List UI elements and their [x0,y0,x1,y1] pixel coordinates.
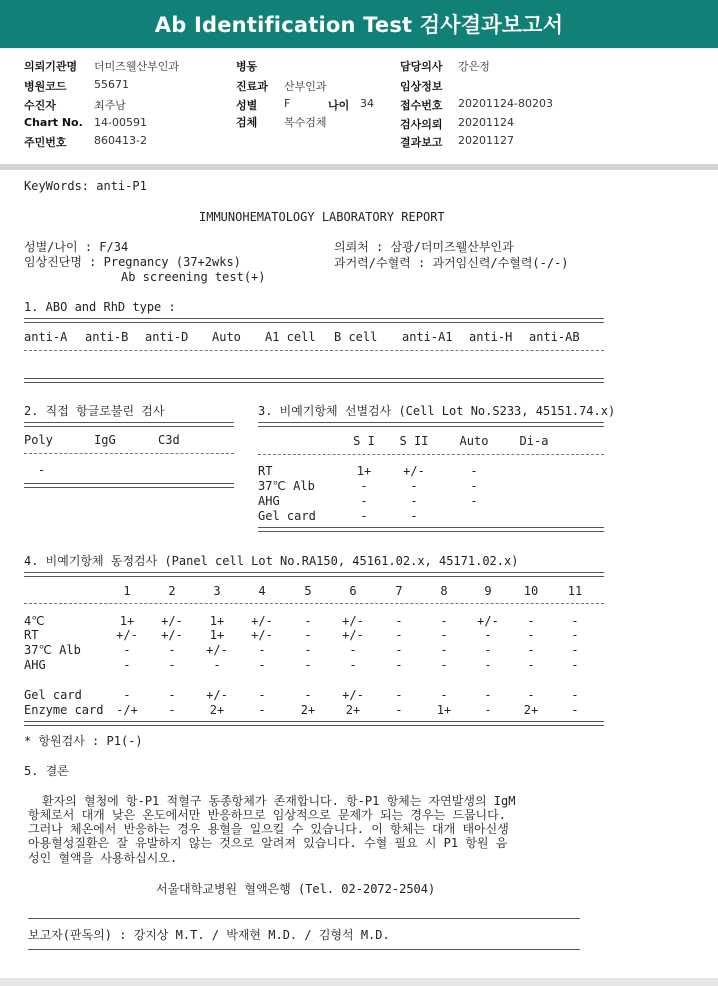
panel-cell-number: 6 [349,584,357,598]
screening-row-label: AHG [258,494,280,508]
panel-result-cell: +/- [251,628,273,642]
divider [24,378,604,383]
panel-cell-number: 1 [123,584,131,598]
panel-result-cell: 2+ [345,703,361,717]
panel-result-cell: - [440,628,448,642]
panel-result-cell: +/- [342,628,364,642]
panel-result-cell: - [571,643,579,657]
panel-result-cell: - [527,628,535,642]
sex-label: 성별 [236,99,258,112]
screening-result-cell: +/- [403,464,425,478]
abo-col: Auto [212,330,241,344]
panel-result-cell: 1+ [119,614,135,628]
doctor-value: 강은정 [458,60,490,73]
conclusion-line: 아용혈성질환은 잘 유발하지 않는 것으로 알려져 있습니다. 수혈 필요 시 P1 항원 음 [28,836,508,850]
hospital-code-value: 55671 [94,78,129,91]
conclusion-line: 환자의 혈청에 항-P1 적혈구 동종항체가 존재합니다. 항-P1 항체는 자연발생의 IgM [42,794,516,808]
screen-col: S II [399,434,429,448]
panel-result-cell: +/- [161,614,183,628]
panel-result-cell: - [258,643,266,657]
panel-result-cell: - [258,688,266,702]
panel-row-label: Gel card [24,688,82,702]
dat-col-c3d: C3d [158,433,180,447]
section-2-title: 2. 직접 항글로불린 검사 [24,404,165,418]
panel-result-cell: - [123,688,131,702]
panel-result-cell: +/- [206,688,228,702]
screen-col: S I [353,434,375,448]
panel-result-cell: - [571,628,579,642]
panel-result-cell: - [571,688,579,702]
doctor-label: 담당의사 [400,60,443,73]
diagnosis-line-2: Ab screening test(+) [121,270,266,284]
panel-result-cell: - [304,643,312,657]
conclusion-line: 성인 혈액을 사용하십시오. [28,851,178,865]
panel-result-cell: -/+ [116,703,138,717]
panel-result-cell: - [168,688,176,702]
panel-cell-number: 2 [168,584,176,598]
panel-row-label: 4℃ [24,614,45,628]
dat-col-igg: IgG [94,433,116,447]
panel-result-cell: +/- [251,614,273,628]
panel-result-cell: - [123,643,131,657]
panel-result-cell: - [395,658,403,672]
divider [24,572,604,577]
panel-result-cell: 2+ [209,703,225,717]
specimen-value: 복수검체 [284,116,327,129]
panel-result-cell: +/- [342,688,364,702]
panel-result-cell: - [304,688,312,702]
diagnosis-line: 임상진단명 : Pregnancy (37+2wks) [24,255,241,269]
panel-result-cell: - [395,703,403,717]
panel-result-cell: +/- [206,643,228,657]
panel-result-cell: - [168,658,176,672]
screen-col: Auto [459,434,489,448]
panel-result-cell: - [168,643,176,657]
panel-cell-number: 3 [213,584,221,598]
section-1-title: 1. ABO and RhD type : [24,300,176,314]
conclusion-line: 항체로서 대개 낮은 온도에서만 반응하므로 임상적으로 문제가 되는 경우는 드뭅니다. [28,808,506,822]
panel-cell-number: 11 [567,584,583,598]
sex-age-line: 성별/나이 : F/34 [24,240,129,254]
screening-result-cell: - [470,464,478,478]
section-5-title: 5. 결론 [24,764,69,778]
panel-result-cell: 1+ [209,628,225,642]
divider [24,453,234,454]
lab-report-body [0,170,718,978]
report-date-value: 20201127 [458,134,514,147]
screening-result-cell: - [410,494,418,508]
panel-result-cell: 2+ [300,703,316,717]
divider [28,949,580,950]
divider [24,350,604,351]
chart-number-value: 14-00591 [94,116,147,129]
panel-result-cell: - [440,643,448,657]
panel-result-cell: 1+ [436,703,452,717]
dat-col-poly: Poly [24,433,53,447]
divider [258,454,604,455]
divider [28,918,580,919]
receipt-number-label: 접수번호 [400,99,443,112]
department-label: 진료과 [236,80,268,93]
panel-result-cell: - [395,614,403,628]
specimen-label: 검체 [236,116,258,129]
panel-result-cell: - [440,658,448,672]
panel-result-cell: +/- [116,628,138,642]
panel-row-label: Enzyme card [24,703,104,717]
panel-result-cell: +/- [342,614,364,628]
panel-result-cell: - [349,658,357,672]
hospital-label: 의뢰기관명 [24,60,78,73]
divider [258,527,604,532]
panel-result-cell: - [527,658,535,672]
divider [24,721,604,726]
panel-cell-number: 5 [304,584,312,598]
patient-info-header [0,50,718,164]
panel-cell-number: 9 [484,584,492,598]
panel-result-cell: - [395,688,403,702]
panel-result-cell: - [123,658,131,672]
abo-col: anti-AB [529,330,580,344]
screening-result-cell: - [360,509,368,523]
id-number-value: 860413-2 [94,134,147,147]
panel-result-cell: - [440,614,448,628]
panel-result-cell: - [484,688,492,702]
section-3-title: 3. 비예기항체 선별검사 (Cell Lot No.S233, 45151.74.x) [258,404,616,418]
conclusion-line: 그러나 체온에서 반응하는 경우 용혈을 일으킬 수 있습니다. 이 항체는 대개 태아신생 [28,822,509,836]
panel-row-label: 37℃ Alb [24,643,81,657]
divider [24,483,234,488]
clinical-info-label: 임상정보 [400,80,443,93]
panel-result-cell: - [395,643,403,657]
abo-col: A1 cell [265,330,316,344]
request-date-label: 검사의뢰 [400,118,443,131]
hospital-code-label: 병원코드 [24,80,67,93]
panel-result-cell: - [571,614,579,628]
abo-col: anti-A [24,330,68,344]
panel-result-cell: - [349,643,357,657]
id-number-label: 주민번호 [24,136,67,149]
recipient-label: 수진자 [24,99,56,112]
sex-value: F [284,97,291,110]
ward-label: 병동 [236,60,258,73]
panel-result-cell: - [571,658,579,672]
panel-result-cell: - [527,688,535,702]
department-value: 산부인과 [284,80,327,93]
abo-col: anti-A1 [402,330,453,344]
divider [24,422,234,427]
age-label: 나이 [328,99,350,112]
panel-result-cell: - [395,628,403,642]
bottom-edge [0,978,718,986]
keywords: KeyWords: anti-P1 [24,179,147,193]
panel-result-cell: - [168,703,176,717]
screening-result-cell: - [360,479,368,493]
divider [24,318,604,323]
panel-result-cell: - [304,614,312,628]
divider [258,422,604,427]
screening-row-label: 37℃ Alb [258,479,315,493]
abo-col: anti-D [145,330,189,344]
panel-result-cell: - [484,658,492,672]
report-title: Ab Identification Test 검사결과보고서 [0,0,718,48]
panel-cell-number: 10 [523,584,539,598]
receipt-number-value: 20201124-80203 [458,97,553,110]
screen-col: Di-a [519,434,549,448]
section-4-title: 4. 비예기항체 동정검사 (Panel cell Lot No.RA150, 45161.02.x, 45171.02.x) [24,554,519,568]
age-value: 34 [360,97,374,110]
screening-result-cell: - [360,494,368,508]
dat-poly-result: - [38,463,46,477]
panel-result-cell: - [527,614,535,628]
panel-result-cell: +/- [161,628,183,642]
referrer-line: 의뢰처 : 삼광/더미즈웰산부인과 [334,240,514,254]
screening-row-label: RT [258,464,273,478]
panel-result-cell: - [258,703,266,717]
panel-result-cell: - [484,703,492,717]
panel-row-label: RT [24,628,39,642]
panel-result-cell: - [304,628,312,642]
recipient-value: 최주남 [94,99,126,112]
panel-result-cell: - [484,628,492,642]
antigen-test-result: * 항원검사 : P1(-) [24,734,143,748]
panel-result-cell: - [527,643,535,657]
panel-cell-number: 8 [440,584,448,598]
panel-result-cell: - [484,643,492,657]
screening-result-cell: - [470,479,478,493]
abo-col: anti-B [85,330,129,344]
reporters: 보고자(판독의) : 강지상 M.T. / 박재현 M.D. / 김형석 M.D. [28,928,390,942]
abo-col: B cell [334,330,378,344]
screening-row-label: Gel card [258,509,316,523]
panel-result-cell: 1+ [209,614,225,628]
panel-result-cell: - [304,658,312,672]
institution-contact: 서울대학교병원 혈액은행 (Tel. 02-2072-2504) [156,882,436,896]
hospital-value: 더미즈웰산부인과 [94,60,180,73]
history-line: 과거력/수혈력 : 과거임신력/수혈력(-/-) [334,256,569,270]
panel-result-cell: - [440,688,448,702]
screening-result-cell: 1+ [356,464,372,478]
panel-result-cell: - [571,703,579,717]
report-heading: IMMUNOHEMATOLOGY LABORATORY REPORT [199,210,445,224]
report-date-label: 결과보고 [400,136,443,149]
panel-cell-number: 4 [258,584,266,598]
panel-cell-number: 7 [395,584,403,598]
panel-result-cell: +/- [477,614,499,628]
screening-result-cell: - [410,479,418,493]
panel-row-label: AHG [24,658,46,672]
panel-result-cell: - [258,658,266,672]
chart-number-label: Chart No. [24,116,83,129]
screening-result-cell: - [410,509,418,523]
panel-result-cell: 2+ [523,703,539,717]
screening-result-cell: - [470,494,478,508]
panel-result-cell: - [213,658,221,672]
divider [24,603,604,604]
abo-col: anti-H [469,330,513,344]
request-date-value: 20201124 [458,116,514,129]
